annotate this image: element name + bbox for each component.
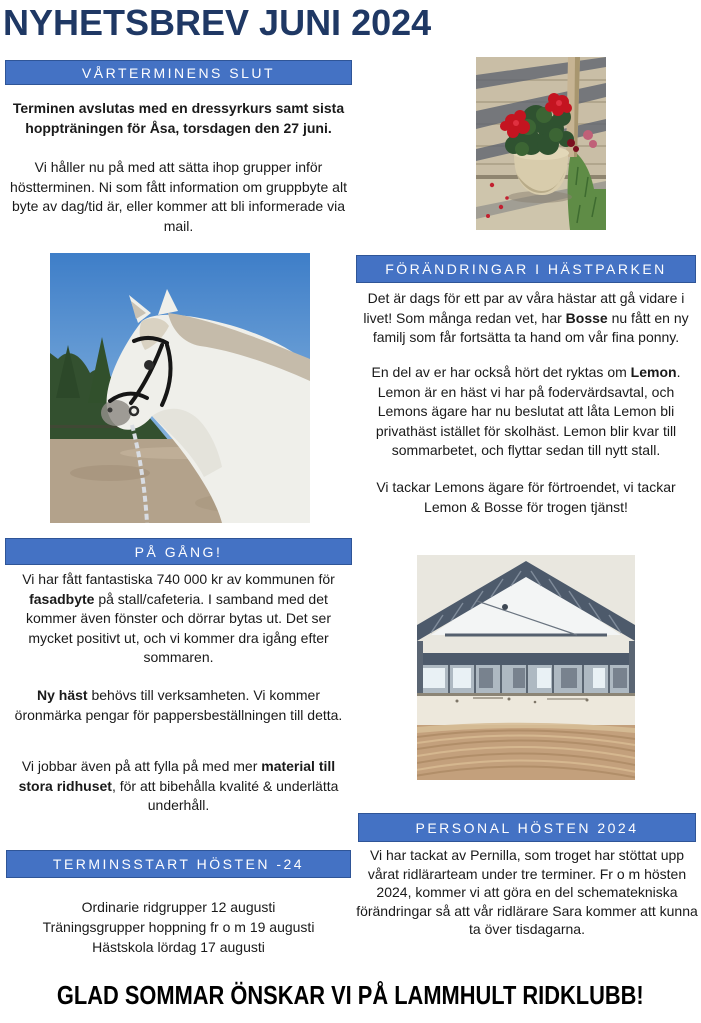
section-heading-pa-gang: PÅ GÅNG! xyxy=(5,538,352,565)
paragraph-ny-hast: Ny häst behövs till verksamheten. Vi kommer öronmärka pengar för pappersbeställningen till detta. xyxy=(14,687,343,723)
paragraph-fasadbyte: Vi har fått fantastiska 740 000 kr av kommunen för fasadbyte på stall/cafeteria. I samband med det kommer även fönster och dörrar bytas ut. Det ser mycket positivt ut, och vi kommer dra igång efter sommaren. xyxy=(22,571,335,665)
flowers-photo-graphic xyxy=(476,57,606,230)
schedule-list xyxy=(6,897,351,957)
paragraph-tack: Vi tackar Lemons ägare för förtroendet, vi tackar Lemon & Bosse för trogen tjänst! xyxy=(376,479,676,515)
paragraph-bosse: Det är dags för ett par av våra hästar att gå vidare i livet! Som många redan vet, har Bosse nu fått en ny familj som får fortsätta ta hand om vår fina ponny. xyxy=(363,290,689,345)
schedule-line-ordinarie: Ordinarie ridgrupper 12 augusti xyxy=(81,899,276,915)
schedule-line-traningsgrupper: Träningsgrupper hoppning fr o m 19 augusti xyxy=(42,919,315,935)
section-heading-personal: PERSONAL HÖSTEN 2024 xyxy=(358,813,696,842)
arena-photo-graphic xyxy=(417,555,635,780)
paragraph-pernilla: Vi har tackat av Pernilla, som troget har stöttat upp vårat ridlärarteam under tre terminer. Fr o m hösten 2024, kommer vi att göra en del schematekniska förändringar så att vår ridlärare Sara kommer att kunna ta över tisdagarna. xyxy=(356,847,698,937)
paragraph-termin-avslut: Terminen avslutas med en dressyrkurs samt sista hoppträningen för Åsa, torsdagen den 27 juni. xyxy=(12,100,345,136)
horse-photo-graphic xyxy=(50,253,310,523)
schedule-line-hastskola: Hästskola lördag 17 augusti xyxy=(92,939,265,955)
paragraph-material-ridhuset: Vi jobbar även på att fylla på med mer material till stora ridhuset, för att bibehålla kvalité & underlätta underhåll. xyxy=(18,758,339,813)
footer-greeting xyxy=(0,980,701,1011)
page-title: NYHETSBREV JUNI 2024 xyxy=(3,2,432,43)
flowers-photo xyxy=(476,57,606,230)
section-heading-forandringar: FÖRÄNDRINGAR I HÄSTPARKEN xyxy=(356,255,696,283)
arena-photo xyxy=(417,555,635,780)
paragraph-grupper: Vi håller nu på med att sätta ihop grupper inför höstterminen. Ni som fått information om gruppbyte alt byte av dag/tid är, eller kommer att bli informerade via mail. xyxy=(10,159,347,234)
horse-photo xyxy=(50,253,310,523)
paragraph-lemon: En del av er har också hört det ryktas om Lemon. Lemon är en häst vi har på fodervärdsavtal, och Lemons ägare har nu beslutat att låta Lemon bli privathäst istället för skolhäst. Lemon blir kvar till sommarbetet, och flyttar sedan till nytt stall. xyxy=(371,364,681,458)
section-heading-terminsstart: TERMINSSTART HÖSTEN -24 xyxy=(6,850,351,878)
footer-greeting-text: GLAD SOMMAR ÖNSKAR VI PÅ LAMMHULT RIDKLUBB! xyxy=(57,980,644,1010)
section-heading-varterminens-slut: VÅRTERMINENS SLUT xyxy=(5,60,352,85)
